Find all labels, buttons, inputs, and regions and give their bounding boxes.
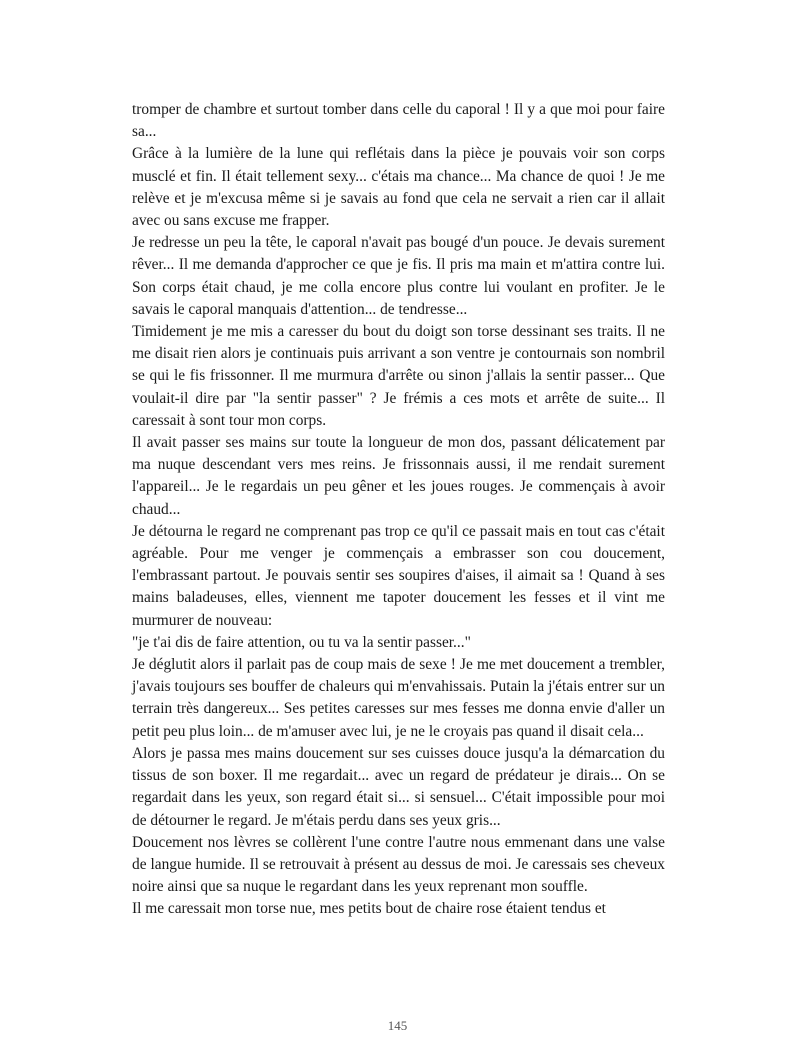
paragraph: Il avait passer ses mains sur toute la longueur de mon dos, passant délicatement par ma nuque descendant vers mes reins. Je frissonnais aussi, il me rendait surement l'appareil... Je le regardais un peu gêner et les joues rouges. Je commençais à avoir chaud... xyxy=(132,434,665,518)
body-text xyxy=(132,99,665,921)
paragraph: tromper de chambre et surtout tomber dans celle du caporal ! Il y a que moi pour faire sa... xyxy=(132,101,665,141)
paragraph: Je déglutit alors il parlait pas de coup mais de sexe ! Je me met doucement a trembler, j'avais toujours ses bouffer de chaleurs qui m'envahissais. Putain la j'étais entrer sur un terrain très dangereux... Ses petites caresses sur mes fesses me donna envie d'aller un petit peu plus loin... de m'amuser avec lui, je ne le croyais pas quand il disait cela... xyxy=(132,656,665,740)
paragraph: Je redresse un peu la tête, le caporal n'avait pas bougé d'un pouce. Je devais surement rêver... Il me demanda d'approcher ce que je fis. Il pris ma main et m'attira contre lui. Son corps était chaud, je me colla encore plus contre lui voulant en profiter. Je le savais le caporal manquais d'attention... de tendresse... xyxy=(132,234,665,318)
paragraph: Doucement nos lèvres se collèrent l'une contre l'autre nous emmenant dans une valse de langue humide. Il se retrouvait à présent au dessus de moi. Je caressais ses cheveux noire ainsi que sa nuque le regardant dans les yeux reprenant mon souffle. xyxy=(132,833,665,896)
paragraph: Grâce à la lumière de la lune qui reflétais dans la pièce je pouvais voir son corps musclé et fin. Il était tellement sexy... c'étais ma chance... Ma chance de quoi ! Je me relève et je m'excusa même si je savais au fond que cela ne servait a rien car il allait avec ou sans excuse me frapper. xyxy=(132,145,665,230)
paragraph: Il me caressait mon torse nue, mes petits bout de chaire rose étaient tendus et xyxy=(132,900,606,918)
paragraph: Timidement je me mis a caresser du bout du doigt son torse dessinant ses traits. Il ne me disait rien alors je continuais puis arrivant a son ventre je contournais son nombril se qui le fis frissonner. Il me murmura d'arrête ou sinon j'allais la sentir passer... Que voulait-il dire par "la sentir passer" ? Je frémis a ces mots et arrête de suite... Il caressait à sont tour mon corps. xyxy=(132,323,665,429)
paragraph: Je détourna le regard ne comprenant pas trop ce qu'il ce passait mais en tout cas c'était agréable. Pour me venger je commençais a embrasser son cou doucement, l'embrassant partout. Je pouvais sentir ses soupires d'aises, il aimait sa ! Quand à ses mains baladeuses, elles, viennent me tapoter doucement les fesses et il vint me murmurer de nouveau: xyxy=(132,522,665,629)
page-number: 145 xyxy=(387,1018,408,1033)
paragraph: Alors je passa mes mains doucement sur ses cuisses douce jusqu'a la démarcation du tissus de son boxer. Il me regardait... avec un regard de prédateur je dirais... On se regardait dans les yeux, son regard était si... si sensuel... C'était impossible pour moi de détourner le regard. Je m'étais perdu dans ses yeux gris... xyxy=(132,744,665,829)
paragraph: "je t'ai dis de faire attention, ou tu va la sentir passer..." xyxy=(132,633,471,651)
